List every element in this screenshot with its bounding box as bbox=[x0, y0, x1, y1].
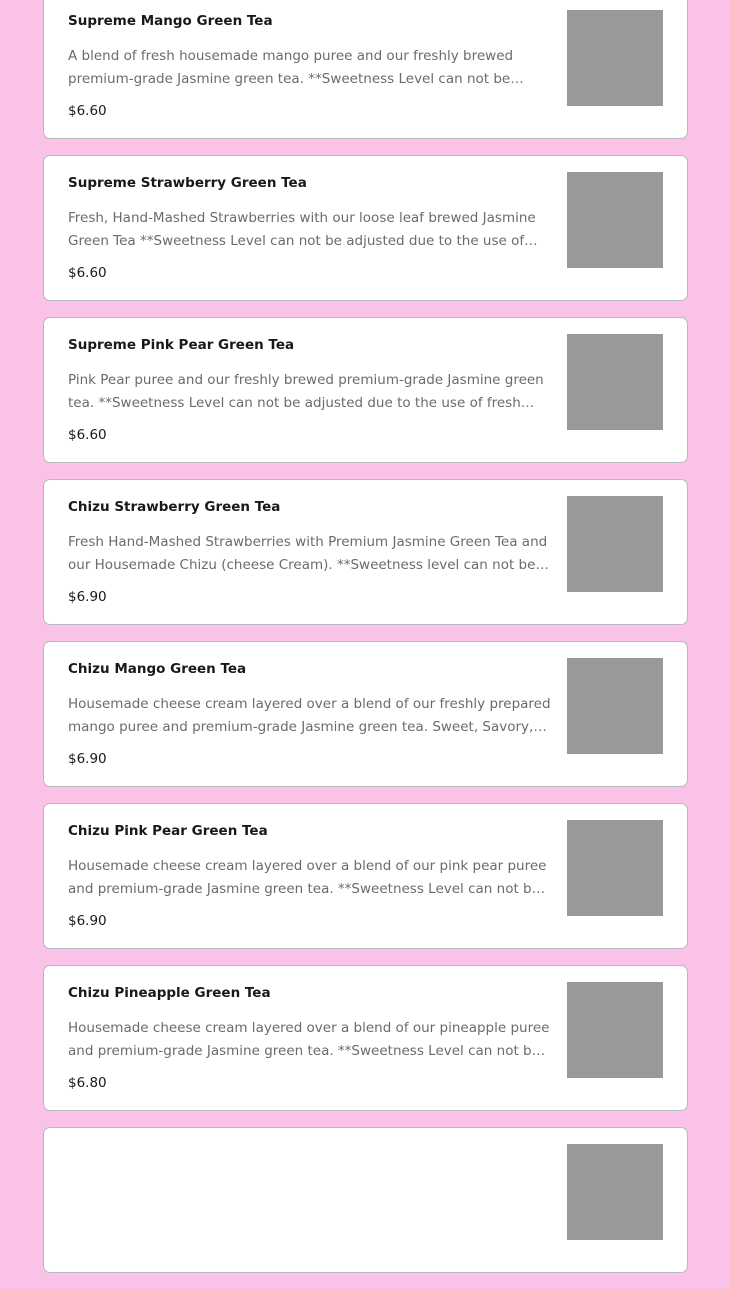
menu-item-name: Supreme Mango Green Tea bbox=[68, 13, 273, 29]
menu-item-card[interactable] bbox=[43, 155, 688, 301]
menu-item-description bbox=[68, 1179, 552, 1224]
menu-item-card[interactable] bbox=[43, 1127, 688, 1273]
menu-item-description: A blend of fresh housemade mango puree and our freshly brewed premium-grade Jasmine green tea. **Sweetness Level can not be bbox=[68, 48, 514, 87]
menu-item-card[interactable] bbox=[43, 803, 688, 949]
menu-item-price: $6.90 bbox=[68, 751, 107, 767]
menu-item-image bbox=[567, 334, 663, 430]
menu-item-card[interactable] bbox=[43, 965, 688, 1111]
menu-item-card[interactable] bbox=[43, 479, 688, 625]
menu-item-image bbox=[567, 982, 663, 1078]
menu-item-price: $6.90 bbox=[68, 589, 107, 605]
menu-item-name: Supreme Pink Pear Green Tea bbox=[68, 337, 295, 353]
menu-item-card[interactable] bbox=[43, 317, 688, 463]
menu-item-name: Chizu Strawberry Green Tea bbox=[68, 499, 281, 515]
menu-item-price: $6.60 bbox=[68, 265, 107, 281]
menu-item-price: $6.60 bbox=[68, 103, 107, 119]
menu-item-price: $6.60 bbox=[68, 427, 107, 443]
menu-item-image bbox=[567, 658, 663, 754]
menu-item-price: $6.80 bbox=[68, 1075, 107, 1091]
menu-item-image bbox=[567, 820, 663, 916]
menu-item-description: Fresh Hand-Mashed Strawberries with Premium Jasmine Green Tea and our Housemade Chizu (cheese Cream). **Sweetness level can not be bbox=[68, 534, 548, 573]
menu-item-card[interactable] bbox=[43, 0, 688, 139]
menu-item-image bbox=[567, 172, 663, 268]
menu-item-name: Chizu Mango Green Tea bbox=[68, 661, 247, 677]
menu-item-image bbox=[567, 496, 663, 592]
menu-item-list bbox=[43, 0, 688, 1289]
menu-item-description: Pink Pear puree and our freshly brewed premium-grade Jasmine green tea. **Sweetness Level can not be adjusted due to the use of fresh bbox=[68, 372, 544, 411]
menu-item-name: Chizu Pineapple Green Tea bbox=[68, 985, 271, 1001]
menu-item-description: Housemade cheese cream layered over a blend of our pink pear puree and premium-grade Jasmine green tea. **Sweetness Level can not be bbox=[68, 858, 547, 897]
menu-item-name: Chizu Pink Pear Green Tea bbox=[68, 823, 268, 839]
menu-item-image bbox=[567, 10, 663, 106]
menu-item-description: Housemade cheese cream layered over a blend of our pineapple puree and premium-grade Jasmine green tea. **Sweetness Level can not be bbox=[68, 1020, 550, 1059]
menu-item-description: Housemade cheese cream layered over a blend of our freshly prepared mango puree and premium-grade Jasmine green tea. Sweet, Savory, bbox=[68, 696, 551, 735]
menu-item-description: Fresh, Hand-Mashed Strawberries with our loose leaf brewed Jasmine Green Tea **Sweetness Level can not be adjusted due to the use of bbox=[68, 210, 536, 249]
menu-item-price: $6.90 bbox=[68, 913, 107, 929]
menu-item-card[interactable] bbox=[43, 641, 688, 787]
menu-item-name: Supreme Strawberry Green Tea bbox=[68, 175, 307, 191]
menu-item-image bbox=[567, 1144, 663, 1240]
